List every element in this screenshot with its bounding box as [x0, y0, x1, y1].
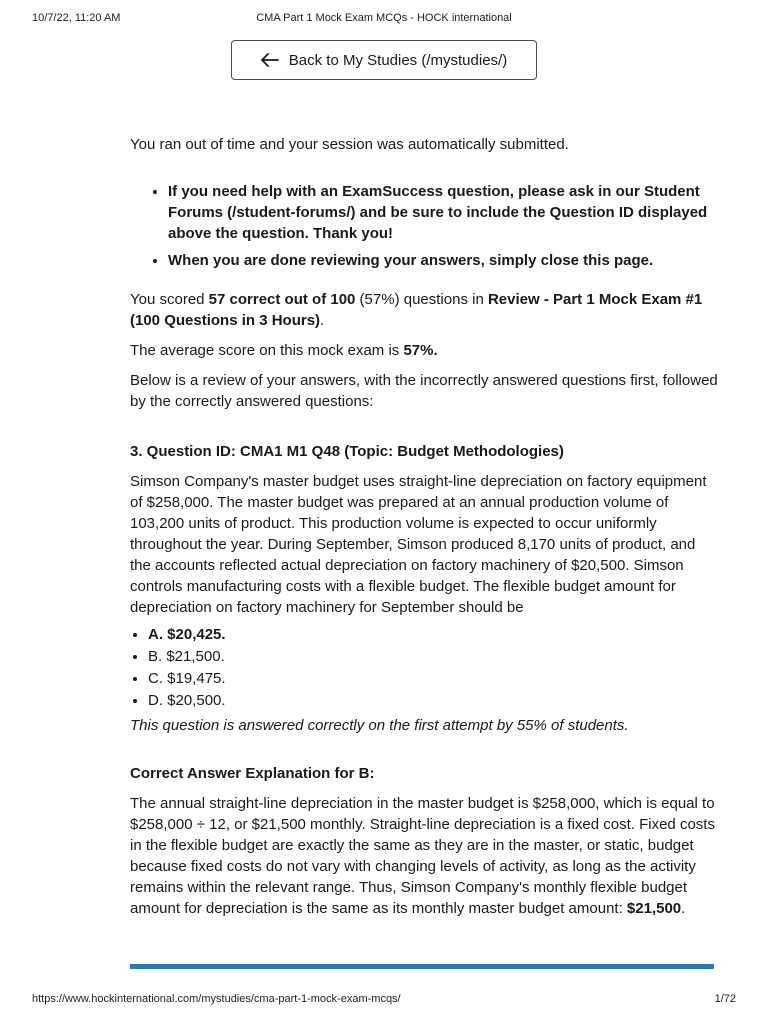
tip-item-forums: • If you need help with an ExamSuccess question, please ask in our Student Forums (/student-forums/) and be sure to include the Question ID displayed above the question. Thank you!	[168, 181, 720, 244]
answer-choices	[130, 624, 720, 711]
average-score	[130, 340, 720, 361]
section-divider	[130, 964, 714, 969]
question-heading: 3. Question ID: CMA1 M1 Q48 (Topic: Budget Methodologies)	[130, 443, 564, 460]
choice-a: • A. $20,425.	[148, 624, 720, 645]
explanation-answer: $21,500	[626, 900, 682, 917]
print-page-title: CMA Part 1 Mock Exam MCQs - HOCK international	[256, 12, 512, 24]
question-statistic: This question is answered correctly on the first attempt by 55% of students.	[130, 717, 629, 734]
score-correct-count: 57 correct out of 100	[208, 291, 356, 308]
timeout-notice: You ran out of time and your session was automatically submitted.	[130, 136, 569, 153]
main-content	[130, 134, 720, 919]
print-page-number: 1/72	[714, 993, 736, 1005]
print-url: https://www.hockinternational.com/mystudies/cma-part-1-mock-exam-mcqs/	[32, 993, 401, 1005]
tip-item-close: • When you are done reviewing your answers, simply close this page.	[168, 250, 720, 271]
review-intro: Below is a review of your answers, with the incorrectly answered questions first, followed by the correctly answered questions:	[130, 372, 718, 410]
average-value: 57%.	[403, 342, 438, 359]
score-summary	[130, 289, 720, 331]
tips-list	[130, 181, 720, 271]
score-suffix: .	[320, 312, 325, 329]
choice-c: • C. $19,475.	[148, 668, 720, 689]
explanation-body: The annual straight-line depreciation in the master budget is $258,000, which is equal to $258,000 ÷ 12, or $21,500 monthly. Straight-line depreciation is a fixed cost. Fixed costs in the flexible budget are exactly the same as they are in the master, or static, budget because fixed costs do not vary with changing levels of activity, as long as the activity remains within the relevant range. Thus, Simson Company's monthly flexible budget amount for depreciation is the same as its monthly master budget amount:	[130, 795, 715, 917]
explanation-heading: Correct Answer Explanation for B:	[130, 765, 375, 782]
explanation-text	[130, 793, 720, 919]
choice-b: • B. $21,500.	[148, 646, 720, 667]
average-prefix: The average score on this mock exam is	[130, 342, 404, 359]
choice-d: • D. $20,500.	[148, 690, 720, 711]
back-to-my-studies-button[interactable]	[231, 40, 537, 80]
arrow-left-icon	[261, 53, 279, 67]
back-button-label: Back to My Studies (/mystudies/)	[288, 51, 508, 69]
exam-name: Review - Part 1 Mock Exam #1 (100 Questions in 3 Hours)	[130, 291, 703, 329]
explanation-suffix: .	[681, 900, 686, 917]
score-percent: (57%) questions in	[355, 291, 488, 308]
question-text: Simson Company's master budget uses straight-line depreciation on factory equipment of $258,000. The master budget was prepared at an annual production volume of 103,200 units of product. This production volume is expected to occur uniformly throughout the year. During September, Simson produced 8,170 units of product, and the accounts reflected actual depreciation on factory machinery of $20,500. Simson controls manufacturing costs with a flexible budget. The flexible budget amount for depreciation on factory machinery for September should be	[130, 473, 707, 616]
score-prefix: You scored	[130, 291, 209, 308]
print-timestamp: 10/7/22, 11:20 AM	[32, 12, 121, 24]
